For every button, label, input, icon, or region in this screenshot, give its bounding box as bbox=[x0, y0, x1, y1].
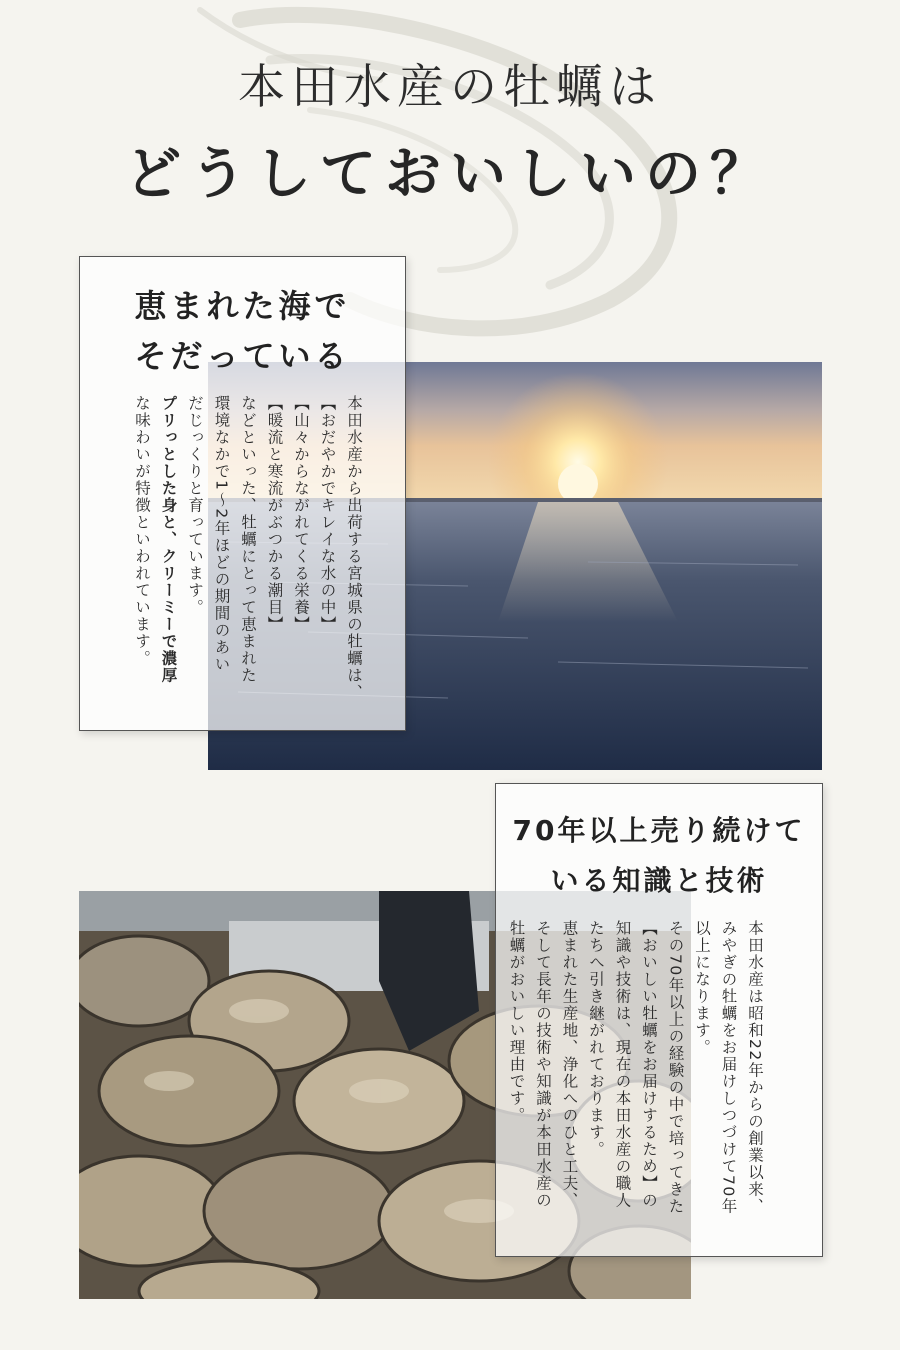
page-title-line1: 本田水産の牡蠣は bbox=[238, 60, 662, 115]
info-card-skill bbox=[495, 783, 823, 1257]
page-title-line2: どうしておいしいの？ bbox=[125, 142, 775, 207]
card-title-skill: 70年以上売り続けて いる知識と技術 bbox=[512, 814, 806, 897]
card-title-sea: 恵まれた海で そだっている bbox=[134, 287, 351, 375]
card-body-skill: 本田水産は昭和22年からの創業以来、 みやぎの牡蠣をお届けしつづけて70年 以上になります。 その70年以上の経験の中で培ってきた 【おいしい牡蠣をお届けするため】の 知識や技術は、現在の本田水産の職人 たちへ引き継がれております。 恵まれた生産地、浄化へのひと工夫、 そして長年の技術や知識が本田水産の 牡蠣がおいしい理由です。 bbox=[507, 920, 764, 1215]
card-body-sea: 本田水産から出荷する宮城県の牡蠣は、 【おだやかでキレイな水の中】 【山々からながれてくる栄養】 【暖流と寒流がぶつかる潮目】 などといった、牡蠣にとって恵まれた 環境なかで1～2年ほどの期間のあい だじっくりと育っています。 プリっとした身と、クリーミーで濃厚 な味わいが特徴といわれています。 bbox=[133, 395, 363, 701]
info-card-sea bbox=[79, 256, 406, 731]
